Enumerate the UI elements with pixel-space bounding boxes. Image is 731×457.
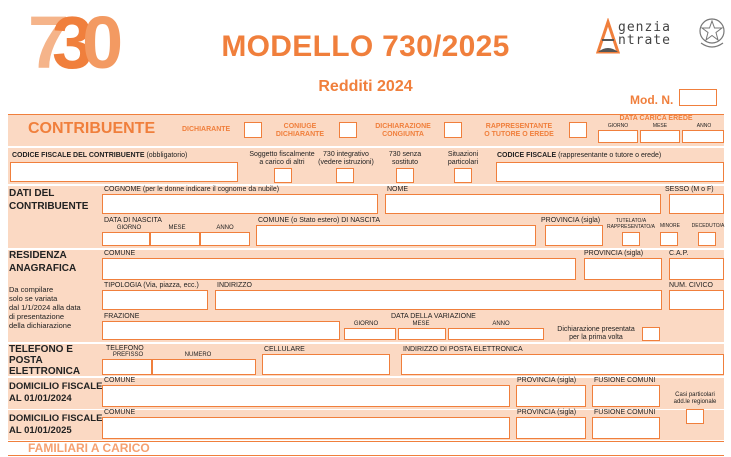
nascita-anno-label: ANNO	[216, 225, 234, 231]
num-civico-input[interactable]	[669, 290, 724, 310]
tutelato-checkbox[interactable]	[622, 232, 640, 246]
cf-rappresentante-input[interactable]	[496, 162, 724, 182]
tipologia-input[interactable]	[102, 290, 208, 310]
sostituto-label: 730 senza sostituto	[388, 151, 422, 166]
domicilio-2024-comune-label: COMUNE	[104, 377, 136, 384]
tipologia-label: TIPOLOGIA (Via, piazza, ecc.)	[104, 282, 199, 289]
coniuge-checkbox[interactable]	[339, 122, 357, 138]
provincia-nascita-label: PROVINCIA (sigla)	[541, 217, 601, 224]
tutelato-label: TUTELATO/A RAPPRESENTATO/A	[606, 218, 656, 230]
variazione-mese-label: MESE	[412, 321, 430, 327]
nascita-mese-input[interactable]	[150, 232, 200, 246]
minore-label: MINORE	[660, 223, 680, 229]
congiunta-checkbox[interactable]	[444, 122, 462, 138]
indirizzo-label: INDIRIZZO	[217, 282, 252, 289]
carica-anno-input[interactable]	[682, 130, 724, 143]
minore-checkbox[interactable]	[660, 232, 678, 246]
telefono-label: TELEFONO	[106, 345, 144, 352]
situazioni-label: Situazioni particolari	[447, 151, 479, 166]
mod-n-input[interactable]	[679, 89, 717, 106]
prima-volta-checkbox[interactable]	[642, 327, 660, 341]
cellulare-label: CELLULARE	[264, 346, 305, 353]
data-carica-erede-label: DATA CARICA EREDE	[619, 115, 693, 122]
domicilio-2024-fusione-label: FUSIONE COMUNI	[594, 377, 656, 384]
domicilio-2024-fusione-input[interactable]	[592, 385, 660, 407]
sesso-input[interactable]	[669, 194, 724, 214]
domicilio-2025-comune-label: COMUNE	[104, 409, 136, 416]
comune-residenza-input[interactable]	[102, 258, 576, 280]
deceduto-label: DECEDUTO/A	[691, 223, 725, 229]
casi-particolari-label: Casi particolari add.le regionale	[673, 392, 717, 405]
agency-name-line2: ntrate	[618, 33, 671, 48]
prefisso-input[interactable]	[102, 359, 152, 375]
domicilio-2024-provincia-label: PROVINCIA (sigla)	[517, 377, 577, 384]
rappresentante-checkbox[interactable]	[569, 122, 587, 138]
rappresentante-label: RAPPRESENTANTE O TUTORE O EREDE	[484, 123, 554, 138]
nascita-mese-label: MESE	[168, 225, 186, 231]
nascita-giorno-label: GIORNO	[116, 225, 142, 231]
svg-text:3: 3	[52, 6, 86, 74]
dichiarante-checkbox[interactable]	[244, 122, 262, 138]
carica-giorno-input[interactable]	[598, 130, 638, 143]
numero-input[interactable]	[152, 359, 256, 375]
cellulare-input[interactable]	[262, 354, 390, 375]
cf-contribuente-input[interactable]	[10, 162, 238, 182]
cf-contribuente-label: CODICE FISCALE DEL CONTRIBUENTE (obbligatorio)	[12, 152, 188, 159]
variazione-giorno-label: GIORNO	[353, 321, 379, 327]
prima-volta-label: Dichiarazione presentata per la prima volta	[557, 326, 635, 341]
domicilio-2025-title: DOMICILIO FISCALE AL 01/01/2025	[9, 413, 103, 436]
carica-anno-label: ANNO	[696, 123, 712, 129]
comune-nascita-input[interactable]	[256, 225, 536, 246]
domicilio-2025-fusione-input[interactable]	[592, 417, 660, 439]
mod-n-label: Mod. N.	[630, 93, 674, 107]
republic-emblem-icon	[697, 15, 727, 51]
form-subtitle: Redditi 2024	[318, 78, 413, 95]
variazione-giorno-input[interactable]	[344, 328, 396, 340]
svg-text:7: 7	[28, 6, 60, 74]
residenza-section-title: RESIDENZA ANAGRAFICA	[9, 250, 77, 274]
cf-rappresentante-label: CODICE FISCALE (rappresentante o tutore o erede)	[497, 152, 662, 159]
cognome-label: COGNOME (per le donne indicare il cognome da nubile)	[104, 186, 280, 193]
frazione-input[interactable]	[102, 321, 340, 340]
domicilio-2024-provincia-input[interactable]	[516, 385, 586, 407]
integrativo-label: 730 integrativo (vedere istruzioni)	[318, 151, 374, 166]
domicilio-2024-comune-input[interactable]	[102, 385, 510, 407]
soggetto-label: Soggetto fiscalmente a carico di altri	[249, 151, 315, 166]
data-variazione-label: DATA DELLA VARIAZIONE	[391, 313, 476, 320]
variazione-anno-label: ANNO	[492, 321, 510, 327]
prefisso-label: PREFISSO	[112, 352, 144, 358]
deceduto-checkbox[interactable]	[698, 232, 716, 246]
frazione-label: FRAZIONE	[104, 313, 140, 320]
provincia-residenza-input[interactable]	[584, 258, 662, 280]
coniuge-label: CONIUGE DICHIARANTE	[275, 123, 325, 138]
comune-nascita-label: COMUNE (o Stato estero) DI NASCITA	[258, 217, 381, 224]
carica-mese-label: MESE	[652, 123, 668, 129]
integrativo-checkbox[interactable]	[336, 168, 354, 183]
cap-input[interactable]	[669, 258, 724, 280]
nome-input[interactable]	[385, 194, 661, 214]
domicilio-2024-title: DOMICILIO FISCALE AL 01/01/2024	[9, 381, 103, 404]
familiari-title: FAMILIARI A CARICO	[28, 441, 150, 455]
variazione-mese-input[interactable]	[398, 328, 446, 340]
cognome-input[interactable]	[102, 194, 378, 214]
telefono-section-title: TELEFONO E POSTA ELETTRONICA	[9, 344, 81, 378]
cap-label: C.A.P.	[669, 250, 689, 257]
provincia-nascita-input[interactable]	[545, 225, 603, 246]
dati-section-title: DATI DEL CONTRIBUENTE	[9, 188, 89, 212]
comune-residenza-label: COMUNE	[104, 250, 136, 257]
sostituto-checkbox[interactable]	[396, 168, 414, 183]
domicilio-2025-fusione-label: FUSIONE COMUNI	[594, 409, 656, 416]
situazioni-checkbox[interactable]	[454, 168, 472, 183]
agency-name-line1: genzia	[618, 20, 671, 35]
email-label: INDIRIZZO DI POSTA ELETTRONICA	[403, 346, 523, 353]
congiunta-label: DICHIARAZIONE CONGIUNTA	[375, 123, 431, 138]
nome-label: NOME	[387, 186, 408, 193]
indirizzo-input[interactable]	[215, 290, 662, 310]
carica-mese-input[interactable]	[640, 130, 680, 143]
soggetto-checkbox[interactable]	[274, 168, 292, 183]
nascita-giorno-input[interactable]	[102, 232, 150, 246]
email-input[interactable]	[401, 354, 724, 375]
domicilio-2025-comune-input[interactable]	[102, 417, 510, 439]
num-civico-label: NUM. CIVICO	[669, 282, 713, 289]
numero-label: NUMERO	[184, 352, 212, 358]
data-nascita-label: DATA DI NASCITA	[104, 217, 162, 224]
svg-text:0: 0	[82, 6, 124, 74]
form-title: MODELLO 730/2025	[221, 30, 510, 63]
casi-particolari-checkbox[interactable]	[686, 409, 704, 424]
nascita-anno-input[interactable]	[200, 232, 250, 246]
provincia-residenza-label: PROVINCIA (sigla)	[584, 250, 644, 257]
contribuente-title: CONTRIBUENTE	[28, 120, 156, 137]
sesso-label: SESSO (M o F)	[665, 186, 714, 193]
domicilio-2025-provincia-label: PROVINCIA (sigla)	[517, 409, 577, 416]
domicilio-2025-provincia-input[interactable]	[516, 417, 586, 439]
variazione-anno-input[interactable]	[448, 328, 544, 340]
dichiarante-label: DICHIARANTE	[182, 126, 231, 133]
carica-giorno-label: GIORNO	[607, 123, 629, 129]
residenza-note: Da compilare solo se variata dal 1/1/2024 alla data di presentazione della dichiarazione	[9, 285, 81, 330]
